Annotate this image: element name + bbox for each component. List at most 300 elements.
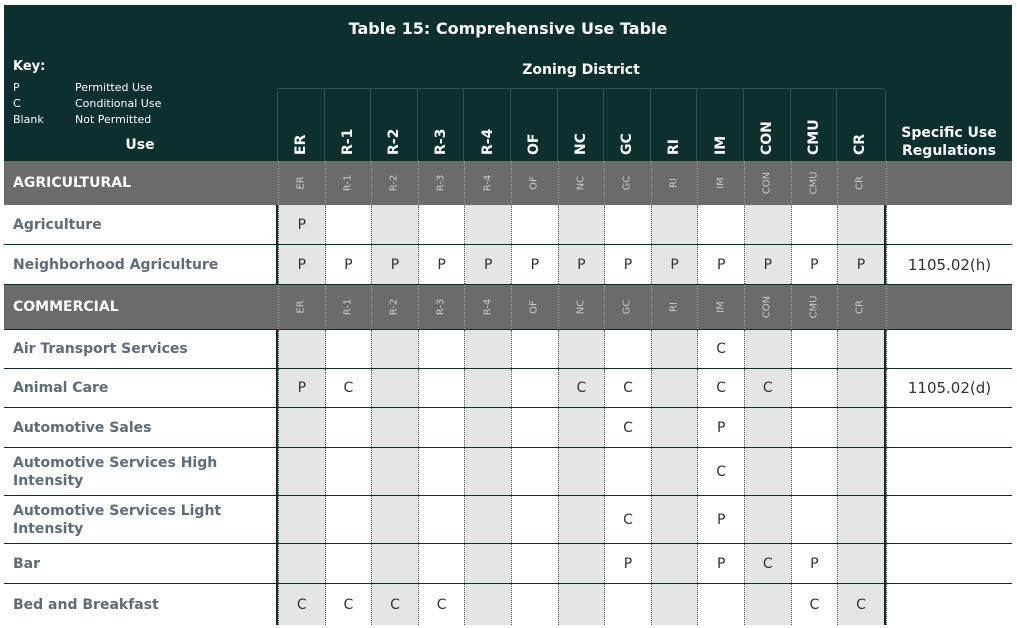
category-district-label (837, 161, 884, 205)
district-cell-r-3 (418, 448, 465, 495)
district-cell-r-1 (325, 205, 372, 244)
permission-value: C (390, 596, 400, 613)
district-cell-r-3 (418, 544, 465, 583)
district-cell-im (697, 369, 744, 407)
district-cell-ri (651, 448, 698, 495)
category-district-label (604, 161, 651, 205)
spec-cell (886, 369, 1012, 407)
district-cell-r-1 (325, 448, 372, 495)
district-cell-r-3 (418, 408, 465, 447)
district-cell-er (278, 448, 325, 495)
district-cell-cmu (791, 448, 838, 495)
permission-value: C (576, 380, 587, 396)
district-cell-ri (651, 544, 698, 583)
district-cell-r-3 (418, 330, 465, 368)
district-cell-con (744, 330, 791, 368)
district-header-label: OF (526, 133, 543, 155)
table-row (4, 369, 1012, 407)
category-district-label (791, 161, 838, 205)
district-header-label: IM (712, 135, 729, 155)
district-cell-im (697, 330, 744, 368)
permission-value: P (297, 256, 307, 273)
district-cell-r-1 (325, 330, 372, 368)
district-code: R-3 (435, 298, 447, 316)
column-divider (790, 89, 791, 161)
district-header-label: ER (293, 134, 310, 155)
district-cell-cr (837, 544, 884, 583)
permission-value: C (716, 341, 727, 357)
district-cell-im (697, 544, 744, 583)
district-cell-gc (604, 544, 651, 583)
district-code: R-3 (435, 174, 447, 192)
category-district-label (651, 161, 698, 205)
permission-value: C (623, 419, 633, 436)
district-header-label: GC (619, 133, 636, 155)
category-district-label (511, 285, 558, 329)
category-district-label (371, 161, 418, 205)
column-divider (324, 89, 325, 161)
district-cell-nc (558, 205, 605, 244)
district-cell-of (511, 205, 558, 244)
permission-value: P (810, 256, 819, 273)
category-label: COMMERCIAL (13, 299, 119, 315)
permission-value: P (623, 555, 633, 572)
use-cell (4, 408, 276, 447)
use-label: Bar (13, 555, 41, 572)
permission-value: P (623, 256, 633, 273)
key-desc: Permitted Use (75, 81, 153, 94)
category-district-label (464, 285, 511, 329)
category-row-agricultural (4, 161, 1012, 205)
table-row (4, 584, 1012, 625)
permission-value: C (716, 380, 727, 396)
district-cell-r-3 (418, 205, 465, 244)
district-code: R-2 (388, 298, 400, 316)
district-cell-ri (651, 330, 698, 368)
zoning-district-header: Zoning District (522, 62, 640, 78)
district-header-label: CMU (805, 119, 822, 155)
district-cell-con (744, 369, 791, 407)
district-cell-ri (651, 584, 698, 625)
permission-value: P (716, 555, 726, 572)
district-cell-cr (837, 448, 884, 495)
district-cell-r-1 (325, 369, 372, 407)
permission-value: C (856, 596, 866, 613)
district-cell-r-2 (371, 544, 418, 583)
district-cell-r-4 (464, 448, 511, 495)
district-cell-nc (558, 330, 605, 368)
table-row (4, 205, 1012, 244)
category-label: AGRICULTURAL (13, 175, 132, 191)
category-row-commercial (4, 285, 1012, 329)
column-divider (417, 89, 418, 161)
district-header-r-3 (418, 89, 465, 161)
district-header-con (744, 89, 791, 161)
specific-use-regulations-header (886, 53, 1012, 161)
use-cell (4, 448, 276, 495)
district-code: R-1 (342, 174, 354, 192)
district-cell-cmu (791, 330, 838, 368)
district-code: ER (295, 176, 307, 190)
district-cell-gc (604, 245, 651, 284)
district-cell-of (511, 369, 558, 407)
district-cell-er (278, 205, 325, 244)
column-divider (277, 89, 278, 161)
district-cell-r-1 (325, 584, 372, 625)
use-label: Automotive Services High Intensity (13, 454, 218, 489)
district-header-er (278, 89, 325, 161)
district-cell-im (697, 448, 744, 495)
district-header-nc (558, 89, 605, 161)
permission-value: P (344, 256, 353, 273)
district-cell-cmu (791, 408, 838, 447)
district-cell-r-2 (371, 245, 418, 284)
district-cell-cmu (791, 369, 838, 407)
permission-value: P (856, 256, 866, 273)
district-cell-er (278, 245, 325, 284)
district-cell-r-3 (418, 496, 465, 543)
column-divider (463, 89, 464, 161)
district-cell-er (278, 408, 325, 447)
permission-value: C (623, 511, 633, 528)
district-header-r-4 (464, 89, 511, 161)
permission-value: C (296, 596, 307, 613)
district-header-of (511, 89, 558, 161)
key-code: Blank (13, 113, 44, 126)
district-cell-con (744, 584, 791, 625)
permission-value: P (716, 511, 726, 528)
district-cell-im (697, 496, 744, 543)
permission-value: P (297, 380, 307, 396)
district-cell-r-1 (325, 544, 372, 583)
district-cell-er (278, 584, 325, 625)
district-cell-of (511, 584, 558, 625)
district-cell-er (278, 330, 325, 368)
district-cell-gc (604, 330, 651, 368)
district-cell-r-2 (371, 448, 418, 495)
use-label: Air Transport Services (13, 341, 188, 357)
district-cell-of (511, 330, 558, 368)
category-district-label (744, 161, 791, 205)
category-district-label (371, 285, 418, 329)
column-divider (696, 89, 697, 161)
district-cell-r-2 (371, 496, 418, 543)
district-cell-r-1 (325, 245, 372, 284)
spec-cell (886, 408, 1012, 447)
permission-value: C (762, 380, 773, 396)
district-header-label: NC (572, 133, 589, 155)
key-title: Key: (13, 59, 46, 74)
use-label: Automotive Services Light Intensity (13, 502, 222, 537)
district-code: OF (528, 300, 540, 314)
district-code: R-4 (482, 298, 494, 316)
permission-value: C (343, 596, 354, 613)
district-code: RI (668, 302, 680, 312)
spec-regulation: 1105.02(h) (907, 255, 992, 274)
district-cell-r-3 (418, 584, 465, 625)
permission-value: C (343, 380, 354, 396)
category-district-label (697, 285, 744, 329)
district-cell-ri (651, 369, 698, 407)
use-label: Automotive Sales (13, 419, 152, 436)
district-cell-gc (604, 496, 651, 543)
key-desc: Conditional Use (75, 97, 162, 110)
district-cell-gc (604, 448, 651, 495)
spec-cell (886, 496, 1012, 543)
district-cell-cmu (791, 205, 838, 244)
district-code: CON (761, 295, 773, 319)
district-cell-nc (558, 245, 605, 284)
district-header-r-2 (371, 89, 418, 161)
district-cell-r-2 (371, 369, 418, 407)
spec-cell (886, 330, 1012, 368)
district-cell-cmu (791, 544, 838, 583)
permission-value: C (436, 596, 447, 613)
table-title: Table 15: Comprehensive Use Table (348, 18, 668, 38)
category-district-label (744, 285, 791, 329)
district-cell-cmu (791, 245, 838, 284)
district-code: R-1 (342, 298, 354, 316)
district-cell-gc (604, 408, 651, 447)
district-code: CMU (808, 171, 820, 195)
district-cell-con (744, 408, 791, 447)
district-cell-er (278, 544, 325, 583)
key-code: P (13, 81, 20, 94)
district-code: NC (575, 299, 587, 315)
spec-cell (886, 245, 1012, 284)
use-table (4, 5, 1012, 625)
use-label: Bed and Breakfast (13, 596, 159, 613)
spec-cell (886, 205, 1012, 244)
district-code: CR (854, 300, 866, 314)
district-cell-cr (837, 408, 884, 447)
district-header-im (697, 89, 744, 161)
category-district-label (697, 161, 744, 205)
district-cell-con (744, 496, 791, 543)
district-code: GC (621, 175, 633, 191)
district-header-cr (837, 89, 884, 161)
district-cell-ri (651, 245, 698, 284)
permission-value: P (716, 419, 726, 436)
spec-header-line-1: Specific Use (901, 125, 997, 141)
district-cell-cr (837, 205, 884, 244)
district-code: IM (715, 177, 727, 189)
category-district-label (325, 161, 372, 205)
table-row (4, 330, 1012, 368)
table-row (4, 496, 1012, 543)
district-cell-r-1 (325, 408, 372, 447)
district-header-label: CR (852, 133, 869, 155)
district-cell-r-2 (371, 205, 418, 244)
permission-value: C (716, 463, 727, 480)
district-cell-ri (651, 205, 698, 244)
spec-header-line-2: Regulations (902, 143, 996, 159)
category-district-label (558, 161, 605, 205)
use-cell (4, 544, 276, 583)
district-code: ER (295, 300, 307, 314)
district-cell-r-4 (464, 408, 511, 447)
district-code: NC (575, 175, 587, 191)
district-cell-im (697, 245, 744, 284)
district-cell-r-4 (464, 544, 511, 583)
use-cell (4, 496, 276, 543)
district-code: OF (528, 176, 540, 190)
district-cell-im (697, 408, 744, 447)
permission-value: P (483, 256, 493, 273)
district-cell-cr (837, 245, 884, 284)
category-district-label (651, 285, 698, 329)
use-label: Animal Care (13, 380, 109, 396)
district-code: CR (854, 176, 866, 190)
district-header-label: RI (666, 139, 683, 155)
category-district-label (511, 161, 558, 205)
district-cell-r-3 (418, 369, 465, 407)
permission-value: C (623, 380, 633, 396)
district-header-label: R-2 (386, 128, 403, 155)
permission-value: P (530, 256, 540, 273)
district-cell-nc (558, 496, 605, 543)
category-district-label (278, 161, 325, 205)
district-cell-ri (651, 496, 698, 543)
district-cell-cmu (791, 584, 838, 625)
category-district-label (604, 285, 651, 329)
category-district-label (837, 285, 884, 329)
category-district-label (278, 285, 325, 329)
spec-regulation: 1105.02(d) (907, 379, 992, 397)
category-district-label (418, 285, 465, 329)
permission-value: P (390, 256, 400, 273)
district-cell-r-4 (464, 584, 511, 625)
use-cell (4, 369, 276, 407)
district-cell-r-4 (464, 330, 511, 368)
column-divider (743, 89, 744, 161)
district-cell-r-2 (371, 584, 418, 625)
district-cell-cr (837, 330, 884, 368)
district-cell-nc (558, 448, 605, 495)
district-cell-gc (604, 369, 651, 407)
district-cell-cr (837, 584, 884, 625)
district-cell-nc (558, 369, 605, 407)
permission-value: P (670, 256, 679, 273)
permission-value: P (716, 256, 726, 273)
district-code: R-2 (388, 174, 400, 192)
district-cell-im (697, 205, 744, 244)
use-cell (4, 245, 276, 284)
district-cell-r-4 (464, 369, 511, 407)
use-label: Agriculture (13, 216, 102, 233)
column-divider (836, 89, 837, 161)
permission-value: C (809, 596, 820, 613)
use-label: Neighborhood Agriculture (13, 256, 219, 273)
district-cell-of (511, 544, 558, 583)
district-cell-gc (604, 205, 651, 244)
table-row (4, 448, 1012, 495)
district-header-ri (651, 89, 698, 161)
district-cell-im (697, 584, 744, 625)
district-cell-cr (837, 496, 884, 543)
spec-cell (886, 448, 1012, 495)
category-district-label (558, 285, 605, 329)
district-code: CMU (808, 295, 820, 319)
column-divider (886, 285, 887, 329)
district-cell-of (511, 496, 558, 543)
district-header-r-1 (325, 89, 372, 161)
column-divider (370, 89, 371, 161)
district-cell-r-4 (464, 205, 511, 244)
district-cell-of (511, 245, 558, 284)
district-header-label: R-3 (433, 128, 450, 155)
district-header-label: R-4 (479, 128, 496, 155)
category-district-label (791, 285, 838, 329)
column-divider (603, 89, 604, 161)
district-cell-con (744, 245, 791, 284)
district-code: RI (668, 178, 680, 188)
permission-value: P (763, 256, 773, 273)
district-cell-con (744, 205, 791, 244)
table-row (4, 544, 1012, 583)
district-cell-r-2 (371, 408, 418, 447)
table-row (4, 408, 1012, 447)
spec-cell (886, 584, 1012, 625)
use-column-header: Use (125, 137, 155, 153)
district-code: GC (621, 299, 633, 315)
district-cell-nc (558, 408, 605, 447)
district-cell-ri (651, 408, 698, 447)
permission-value: P (577, 256, 586, 273)
district-header-gc (604, 89, 651, 161)
district-cell-r-2 (371, 330, 418, 368)
column-divider (886, 161, 887, 205)
district-cell-gc (604, 584, 651, 625)
district-cell-r-3 (418, 245, 465, 284)
key-desc: Not Permitted (75, 113, 152, 126)
district-cell-of (511, 448, 558, 495)
column-divider (557, 89, 558, 161)
district-cell-cr (837, 369, 884, 407)
permission-value: P (810, 555, 819, 572)
column-divider (510, 89, 511, 161)
district-header-cmu (791, 89, 838, 161)
category-district-label (464, 161, 511, 205)
permission-value: P (297, 216, 307, 233)
permission-value: P (437, 256, 446, 273)
district-cell-nc (558, 544, 605, 583)
district-cell-r-4 (464, 245, 511, 284)
district-header-label: R-1 (339, 128, 356, 155)
district-cell-con (744, 448, 791, 495)
district-cell-r-4 (464, 496, 511, 543)
spec-cell (886, 544, 1012, 583)
district-code: IM (715, 301, 727, 313)
table-row (4, 245, 1012, 284)
district-cell-con (744, 544, 791, 583)
column-divider (650, 89, 651, 161)
district-cell-r-1 (325, 496, 372, 543)
district-cell-er (278, 369, 325, 407)
district-code: CON (761, 171, 773, 195)
key-code: C (13, 97, 21, 110)
use-cell (4, 584, 276, 625)
permission-value: C (762, 555, 773, 572)
district-cell-nc (558, 584, 605, 625)
district-cell-er (278, 496, 325, 543)
district-cell-of (511, 408, 558, 447)
category-district-label (325, 285, 372, 329)
use-cell (4, 205, 276, 244)
use-cell (4, 330, 276, 368)
district-code: R-4 (482, 174, 494, 192)
district-cell-cmu (791, 496, 838, 543)
